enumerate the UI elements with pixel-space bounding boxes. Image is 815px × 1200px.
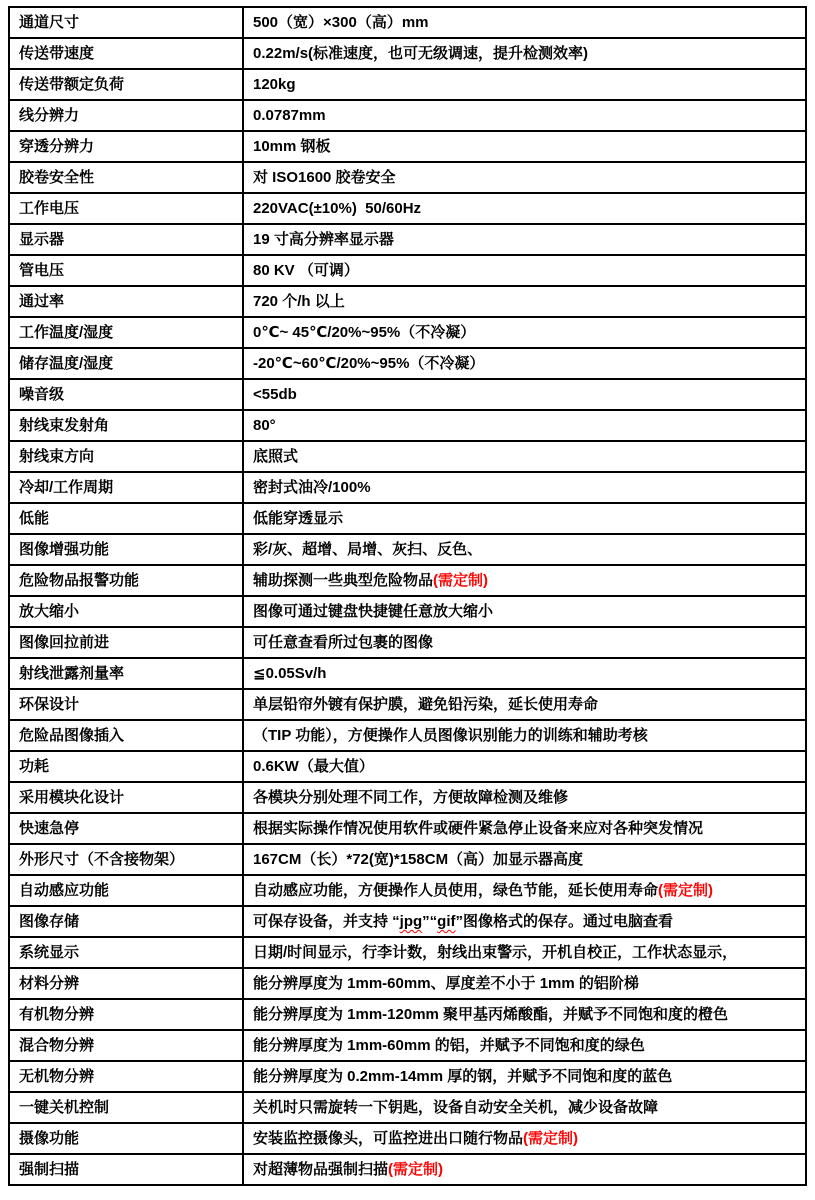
spec-label: 快速急停 [9, 813, 243, 844]
spec-value [243, 565, 806, 596]
spec-label: 系统显示 [9, 937, 243, 968]
table-row [9, 503, 806, 534]
spec-value [243, 782, 806, 813]
spec-value [243, 286, 806, 317]
table-row [9, 999, 806, 1030]
spec-value-text: 可任意查看所过包裹的图像 [253, 634, 434, 651]
spec-value-text: 0.0787mm [253, 107, 326, 124]
table-row [9, 875, 806, 906]
spec-value-text: gif [437, 913, 456, 930]
table-row [9, 1154, 806, 1185]
table-row [9, 627, 806, 658]
spec-value-text: 自动感应功能，方便操作人员使用，绿色节能，延长使用寿命 [253, 882, 659, 899]
table-row [9, 1092, 806, 1123]
spec-value-text: 500（宽）×300（高）mm [253, 14, 429, 31]
spec-label: 混合物分辨 [9, 1030, 243, 1061]
spec-value-text: -20℃~60℃/20%~95%（不冷凝） [253, 355, 485, 372]
spec-value [243, 69, 806, 100]
table-row [9, 193, 806, 224]
spec-value [243, 1154, 806, 1185]
spec-value-text: 80° [253, 417, 276, 434]
spec-label: 储存温度/湿度 [9, 348, 243, 379]
table-row [9, 286, 806, 317]
spec-label: 工作电压 [9, 193, 243, 224]
spec-value-text: ”图像格式的保存。通过电脑查看 [455, 913, 674, 930]
spec-value [243, 720, 806, 751]
custom-required-note: (需定制) [433, 572, 489, 589]
table-row [9, 224, 806, 255]
table-row [9, 534, 806, 565]
table-row [9, 658, 806, 689]
spec-value [243, 472, 806, 503]
spec-label: 通道尺寸 [9, 7, 243, 38]
spec-value-text: 120kg [253, 76, 296, 93]
spec-value-text: 底照式 [253, 448, 299, 465]
spec-value [243, 658, 806, 689]
spec-label: 通过率 [9, 286, 243, 317]
table-row [9, 720, 806, 751]
table-row [9, 100, 806, 131]
table-row [9, 162, 806, 193]
spec-value [243, 906, 806, 937]
spec-value [243, 844, 806, 875]
spec-value [243, 627, 806, 658]
spec-label: 摄像功能 [9, 1123, 243, 1154]
spec-label: 图像回拉前进 [9, 627, 243, 658]
spec-value [243, 999, 806, 1030]
spec-value-text: 关机时只需旋转一下钥匙，设备自动安全关机，减少设备故障 [253, 1099, 659, 1116]
spec-label: 工作温度/湿度 [9, 317, 243, 348]
spec-label: 外形尺寸（不含接物架） [9, 844, 243, 875]
table-row [9, 410, 806, 441]
table-row [9, 69, 806, 100]
spec-value [243, 224, 806, 255]
spec-label: 显示器 [9, 224, 243, 255]
spec-value [243, 348, 806, 379]
spec-value-text: jpg [399, 913, 423, 930]
spec-value-text: 图像可通过键盘快捷键任意放大缩小 [253, 603, 494, 620]
table-row [9, 255, 806, 286]
spec-value [243, 7, 806, 38]
table-row [9, 689, 806, 720]
spec-label: 射线束方向 [9, 441, 243, 472]
spec-value [243, 1092, 806, 1123]
spec-value [243, 100, 806, 131]
spec-value [243, 968, 806, 999]
spec-value [243, 689, 806, 720]
spec-table-body [9, 7, 806, 1185]
spec-label: 图像增强功能 [9, 534, 243, 565]
spec-label: 一键关机控制 [9, 1092, 243, 1123]
table-row [9, 317, 806, 348]
table-row [9, 131, 806, 162]
spec-label: 危险品图像插入 [9, 720, 243, 751]
spec-label: 穿透分辨力 [9, 131, 243, 162]
spec-value-text: 能分辨厚度为 1mm-120mm 聚甲基丙烯酸酯，并赋予不同饱和度的橙色 [253, 1006, 729, 1023]
spec-value-text: （TIP 功能），方便操作人员图像识别能力的训练和辅助考核 [253, 727, 648, 744]
spec-label: 线分辨力 [9, 100, 243, 131]
spec-value-text: 安装监控摄像头，可监控进出口随行物品 [253, 1130, 524, 1147]
spec-label: 低能 [9, 503, 243, 534]
spec-label: 图像存储 [9, 906, 243, 937]
spec-value-text: 根据实际操作情况使用软件或硬件紧急停止设备来应对各种突发情况 [253, 820, 704, 837]
spec-table [8, 6, 807, 1186]
spec-value [243, 813, 806, 844]
spec-label: 采用模块化设计 [9, 782, 243, 813]
spec-value [243, 751, 806, 782]
spec-label: 管电压 [9, 255, 243, 286]
spec-value-text: 彩/灰、超增、局增、灰扫、反色、 [253, 541, 483, 558]
table-row [9, 441, 806, 472]
spec-label: 传送带速度 [9, 38, 243, 69]
spec-label: 有机物分辨 [9, 999, 243, 1030]
spec-value [243, 131, 806, 162]
spec-value [243, 534, 806, 565]
spec-value [243, 38, 806, 69]
table-row [9, 38, 806, 69]
table-row [9, 906, 806, 937]
table-row [9, 1030, 806, 1061]
custom-required-note: (需定制) [388, 1161, 444, 1178]
spec-value [243, 937, 806, 968]
spec-value-text: 能分辨厚度为 1mm-60mm、厚度差不小于 1mm 的铝阶梯 [253, 975, 639, 992]
spec-value-text: 能分辨厚度为 1mm-60mm 的铝，并赋予不同饱和度的绿色 [253, 1037, 645, 1054]
spec-value-text: 辅助探测一些典型危险物品 [253, 572, 434, 589]
custom-required-note: (需定制) [523, 1130, 579, 1147]
table-row [9, 348, 806, 379]
spec-value [243, 162, 806, 193]
spec-label: 危险物品报警功能 [9, 565, 243, 596]
spec-label: 放大缩小 [9, 596, 243, 627]
spec-value-text: 各模块分别处理不同工作，方便故障检测及维修 [253, 789, 569, 806]
spec-value-text: 日期/时间显示，行李计数，射线出束警示，开机自校正，工作状态显示， [253, 944, 738, 961]
spec-label: 胶卷安全性 [9, 162, 243, 193]
spec-value-text: 10mm 钢板 [253, 138, 331, 155]
spec-value [243, 1061, 806, 1092]
spec-label: 传送带额定负荷 [9, 69, 243, 100]
table-row [9, 937, 806, 968]
spec-value-text: 80 KV （可调） [253, 262, 359, 279]
spec-value-text: 对超薄物品强制扫描 [253, 1161, 389, 1178]
spec-label: 射线泄露剂量率 [9, 658, 243, 689]
spec-value-text: 220VAC(±10%) 50/60Hz [253, 200, 422, 217]
spec-value-text: 可保存设备，并支持 “ [253, 913, 400, 930]
table-row [9, 782, 806, 813]
spec-value [243, 1030, 806, 1061]
spec-value-text: 720 个/h 以上 [253, 293, 345, 310]
table-row [9, 813, 806, 844]
spec-value-text: 密封式油冷/100% [253, 479, 371, 496]
spec-label: 自动感应功能 [9, 875, 243, 906]
table-row [9, 751, 806, 782]
spec-value-text: 单层铅帘外镀有保护膜，避免铅污染，延长使用寿命 [253, 696, 599, 713]
table-row [9, 7, 806, 38]
spec-value [243, 441, 806, 472]
table-row [9, 844, 806, 875]
spec-value-text: 19 寸高分辨率显示器 [253, 231, 394, 248]
table-row [9, 1123, 806, 1154]
spec-label: 无机物分辨 [9, 1061, 243, 1092]
table-row [9, 472, 806, 503]
spec-value [243, 596, 806, 627]
spec-value-text: <55db [253, 386, 297, 403]
spec-value [243, 193, 806, 224]
spec-label: 射线束发射角 [9, 410, 243, 441]
table-row [9, 968, 806, 999]
spec-value [243, 317, 806, 348]
table-row [9, 379, 806, 410]
spec-label: 冷却/工作周期 [9, 472, 243, 503]
custom-required-note: (需定制) [658, 882, 714, 899]
spec-label: 环保设计 [9, 689, 243, 720]
spec-value-text: 0℃~ 45℃/20%~95%（不冷凝） [253, 324, 476, 341]
spec-value-text: 对 ISO1600 胶卷安全 [253, 169, 396, 186]
spec-label: 噪音级 [9, 379, 243, 410]
spec-label: 功耗 [9, 751, 243, 782]
table-row [9, 1061, 806, 1092]
spec-value-text: 0.6KW（最大值） [253, 758, 374, 775]
spec-value [243, 503, 806, 534]
spec-value [243, 379, 806, 410]
spec-value-text: 0.22m/s(标准速度，也可无级调速，提升检测效率) [253, 45, 589, 62]
spec-value [243, 410, 806, 441]
spec-value-text: 低能穿透显示 [253, 510, 344, 527]
spec-label: 材料分辨 [9, 968, 243, 999]
spec-value [243, 1123, 806, 1154]
table-row [9, 596, 806, 627]
spec-value-text: 167CM（长）*72(宽)*158CM（高）加显示器高度 [253, 851, 584, 868]
table-row [9, 565, 806, 596]
spec-value-text: ”“ [422, 913, 438, 930]
spec-value-text: 能分辨厚度为 0.2mm-14mm 厚的钢，并赋予不同饱和度的蓝色 [253, 1068, 673, 1085]
spec-value [243, 255, 806, 286]
spec-label: 强制扫描 [9, 1154, 243, 1185]
spec-value [243, 875, 806, 906]
spec-value-text: ≦0.05Sv/h [253, 665, 327, 682]
